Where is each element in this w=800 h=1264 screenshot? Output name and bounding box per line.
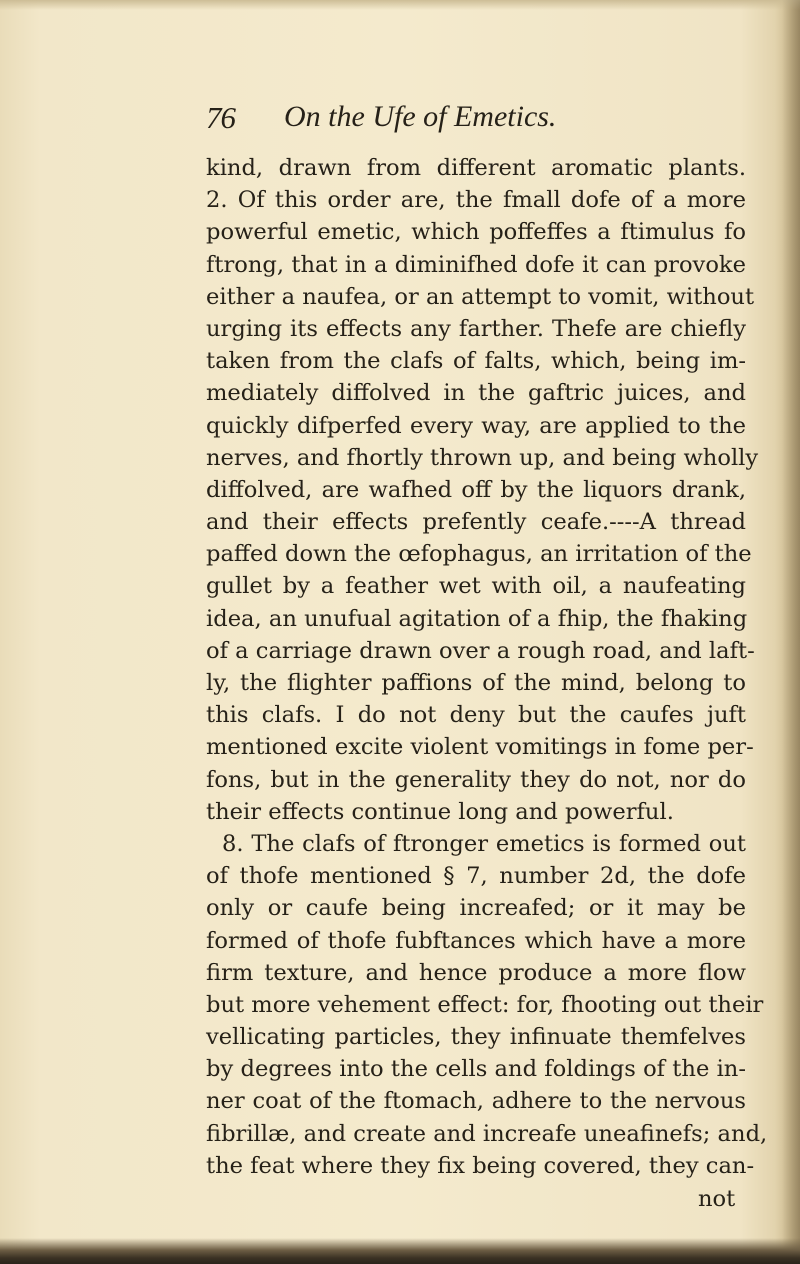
text-line: quickly difperfed every way, are applied to the xyxy=(206,412,746,439)
text-line: by degrees into the cells and foldings of the in- xyxy=(206,1056,746,1083)
text-line: mentioned excite violent vomitings in fome per- xyxy=(206,734,754,761)
page-gutter-shadow xyxy=(782,0,800,1264)
text-line: kind, drawn from different aromatic plants. xyxy=(206,155,746,181)
text-line: and their effects prefently ceafe.----A thread xyxy=(206,509,746,536)
text-line: of thofe mentioned § 7, number 2d, the dofe xyxy=(206,863,746,890)
text-line: taken from the clafs of falts, which, being im- xyxy=(206,348,746,375)
text-line: 2. Of this order are, the fmall dofe of a more xyxy=(206,187,746,214)
text-line: firm texture, and hence produce a more flow xyxy=(206,959,746,986)
text-line: the feat where they fix being covered, they can- xyxy=(206,1152,755,1179)
text-line: only or caufe being increafed; or it may be xyxy=(206,895,746,922)
text-line: urging its effects any farther. Thefe are chiefly xyxy=(206,315,746,342)
text-line: gullet by a feather wet with oil, a naufeating xyxy=(206,573,746,600)
page-number: 76 xyxy=(206,100,235,135)
text-line: ftrong, that in a diminifhed dofe it can provoke xyxy=(206,251,746,278)
text-line: paffed down the œfophagus, an irritation of the xyxy=(206,541,752,568)
text-line: nerves, and fhortly thrown up, and being wholly xyxy=(206,444,759,471)
text-line: formed of thofe fubftances which have a more xyxy=(206,927,746,954)
running-head: On the Ufe of Emetics. xyxy=(284,100,557,133)
page-header xyxy=(206,100,746,140)
text-line: 8. The clafs of ftronger emetics is formed out xyxy=(222,830,746,857)
text-line: fons, but in the generality they do not, nor do xyxy=(206,766,746,793)
text-line: ly, the flighter paffions of the mind, belong to xyxy=(206,670,746,696)
text-line: fibrillæ, and create and increafe uneafinefs; and, xyxy=(206,1120,768,1147)
text-line: mediately diffolved in the gaftric juices, and xyxy=(206,380,746,407)
text-line: idea, an unufual agitation of a fhip, the fhaking xyxy=(206,605,748,632)
text-line: ner coat of the ftomach, adhere to the nervous xyxy=(206,1088,746,1115)
text-line: diffolved, are wafhed off by the liquors drank, xyxy=(206,476,746,503)
catchword: not xyxy=(698,1186,736,1212)
body-text xyxy=(206,152,768,1182)
page-top-edge xyxy=(0,0,800,10)
text-line: their effects continue long and powerful. xyxy=(206,798,674,825)
text-line: of a carriage drawn over a rough road, and laft- xyxy=(206,637,755,664)
text-line: either a naufea, or an attempt to vomit, without xyxy=(206,283,755,310)
text-line: vellicating particles, they infinuate themfelves xyxy=(206,1024,746,1051)
page-bottom-edge xyxy=(0,1238,800,1264)
text-line: but more vehement effect: for, fhooting out their xyxy=(206,991,764,1018)
text-line: powerful emetic, which poffeffes a ftimulus fo xyxy=(206,219,746,246)
text-line: this clafs. I do not deny but the caufes juft xyxy=(206,702,746,729)
